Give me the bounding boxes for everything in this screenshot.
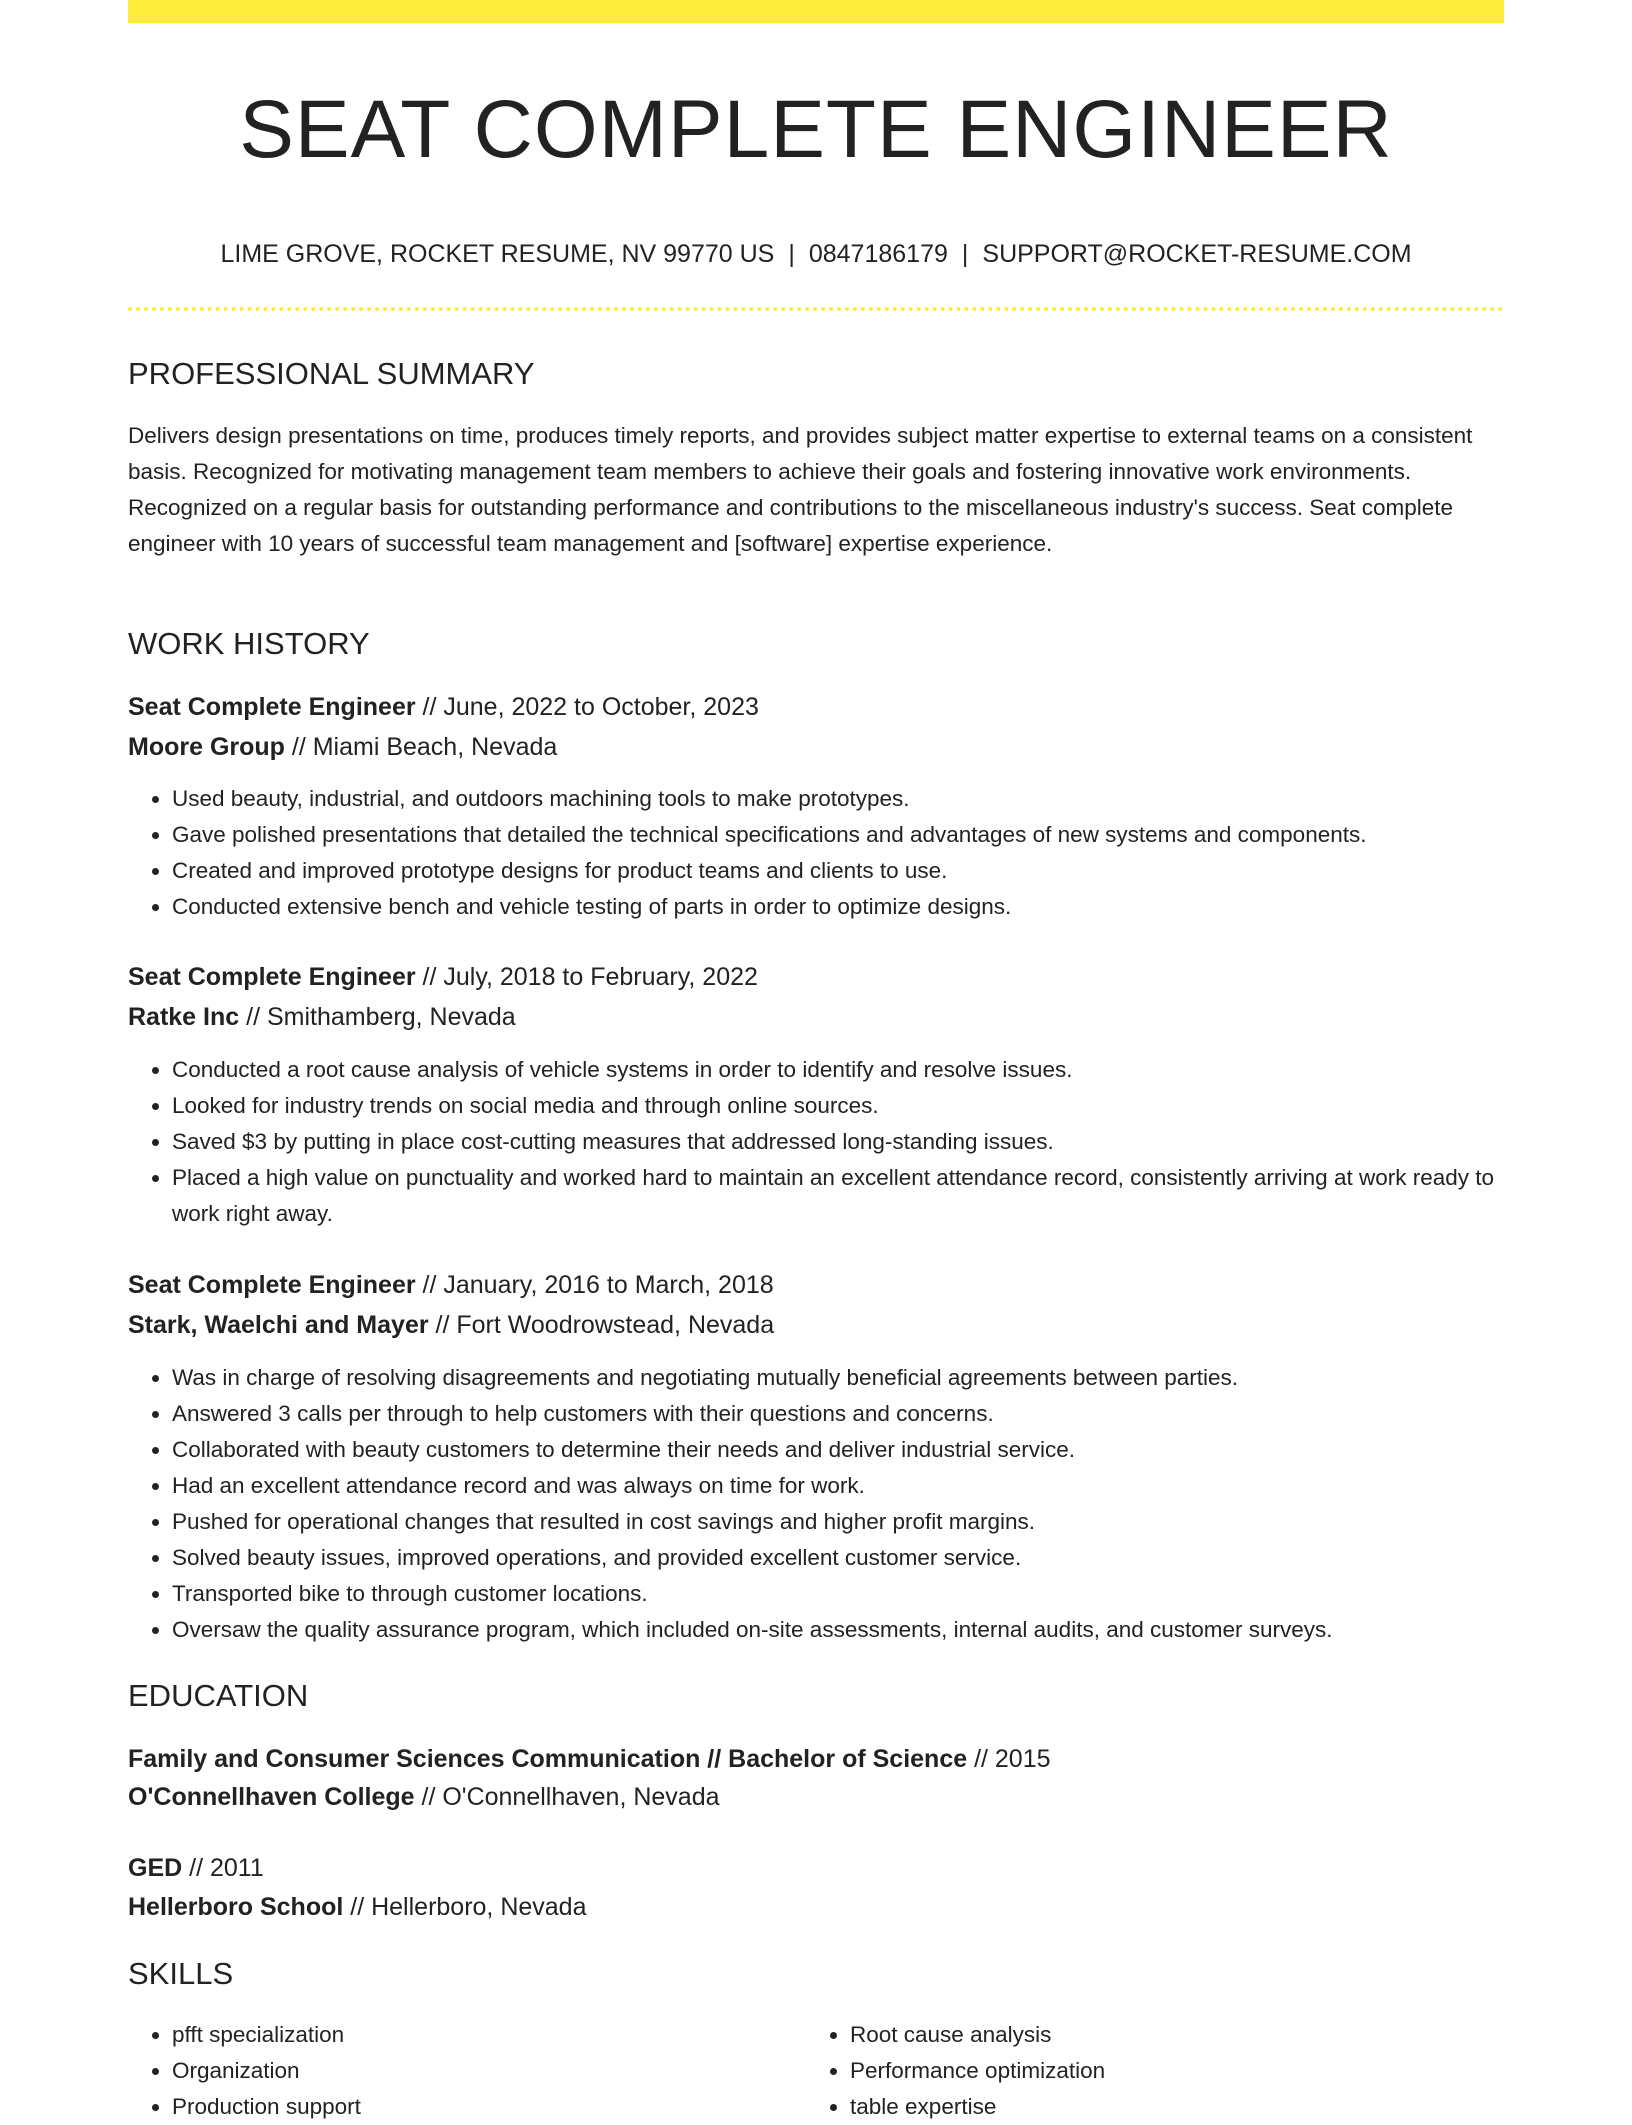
education-school-line <box>128 1779 720 1815</box>
top-accent-bar <box>128 0 1504 23</box>
education-degree-line <box>128 1741 1051 1777</box>
contact-line <box>128 236 1504 272</box>
job-dates: // June, 2022 to October, 2023 <box>415 693 759 721</box>
list-item: • Pushed for operational changes that resulted in cost savings and higher profit margins. <box>172 1504 1504 1540</box>
list-item: • Conducted a root cause analysis of vehicle systems in order to identify and resolve issues. <box>172 1052 1504 1088</box>
summary-heading: PROFESSIONAL SUMMARY <box>128 356 535 391</box>
list-item: • Placed a high value on punctuality and worked hard to maintain an excellent attendance record, consistently arriving at work ready to work right away. <box>172 1160 1504 1232</box>
skill-item: • Organization <box>172 2053 1504 2089</box>
list-item: • Collaborated with beauty customers to determine their needs and deliver industrial service. <box>172 1432 1504 1468</box>
education-degree-line <box>128 1850 264 1886</box>
list-item: • Saved $3 by putting in place cost-cutting measures that addressed long-standing issues. <box>172 1124 1504 1160</box>
job-company: Stark, Waelchi and Mayer <box>128 1311 429 1339</box>
education-year: // 2015 <box>967 1745 1051 1773</box>
education-location: // O'Connellhaven, Nevada <box>414 1783 720 1811</box>
education-school-line <box>128 1889 587 1925</box>
list-item: • Gave polished presentations that detailed the technical specifications and advantages of new systems and components. <box>172 817 1504 853</box>
job-role: Seat Complete Engineer <box>128 963 416 991</box>
contact-address: LIME GROVE, ROCKET RESUME, NV 99770 US <box>220 240 775 268</box>
job-company: Moore Group <box>128 733 285 761</box>
skills-heading: SKILLS <box>128 1956 234 1991</box>
education-heading: EDUCATION <box>128 1678 309 1713</box>
contact-separator: | <box>961 240 969 268</box>
contact-separator: | <box>788 240 795 268</box>
job-location: // Smithamberg, Nevada <box>239 1003 516 1031</box>
education-school: O'Connellhaven College <box>128 1783 415 1811</box>
education-year: // 2011 <box>182 1854 264 1882</box>
skills-list-right <box>806 2017 1632 2125</box>
job-dates: // January, 2016 to March, 2018 <box>415 1271 774 1299</box>
job-title-line <box>128 689 759 725</box>
candidate-name: SEAT COMPLETE ENGINEER <box>239 84 1393 175</box>
education-school: Hellerboro School <box>128 1893 344 1921</box>
job-bullets <box>128 1360 1504 1648</box>
list-item: • Created and improved prototype designs for product teams and clients to use. <box>172 853 1504 889</box>
skill-item: • Performance optimization <box>850 2053 1632 2089</box>
job-company-line <box>128 1307 774 1343</box>
list-item: • Answered 3 calls per through to help customers with their questions and concerns. <box>172 1396 1504 1432</box>
list-item: • Conducted extensive bench and vehicle testing of parts in order to optimize designs. <box>172 889 1504 925</box>
job-dates: // July, 2018 to February, 2022 <box>415 963 758 991</box>
job-role: Seat Complete Engineer <box>128 693 416 721</box>
skill-item: • Production support <box>172 2089 1504 2125</box>
contact-email: SUPPORT@ROCKET-RESUME.COM <box>982 240 1412 268</box>
job-role: Seat Complete Engineer <box>128 1271 416 1299</box>
list-item: • Solved beauty issues, improved operations, and provided excellent customer service. <box>172 1540 1504 1576</box>
summary-text: Delivers design presentations on time, produces timely reports, and provides subject matter expertise to external teams on a consistent basis. Recognized for motivating management team members to achieve their goals and fostering innovative work environments. Recognized on a regular basis for outstanding performance and contributions to the miscellaneous industry's success. Seat complete engineer with 10 years of successful team management and [software] expertise experience. <box>128 423 1473 556</box>
skill-item: • table expertise <box>850 2089 1632 2125</box>
list-item: • Was in charge of resolving disagreements and negotiating mutually beneficial agreements between parties. <box>172 1360 1504 1396</box>
education-degree: Family and Consumer Sciences Communication // Bachelor of Science <box>128 1745 968 1773</box>
list-item: • Transported bike to through customer locations. <box>172 1576 1504 1612</box>
job-company-line <box>128 999 516 1035</box>
job-company: Ratke Inc <box>128 1003 240 1031</box>
education-location: // Hellerboro, Nevada <box>343 1893 587 1921</box>
list-item: • Had an excellent attendance record and was always on time for work. <box>172 1468 1504 1504</box>
job-title-line <box>128 1267 774 1303</box>
job-bullets <box>128 1052 1504 1232</box>
job-location: // Fort Woodrowstead, Nevada <box>428 1311 775 1339</box>
list-item: • Oversaw the quality assurance program, which included on-site assessments, internal audits, and customer surveys. <box>172 1612 1504 1648</box>
job-location: // Miami Beach, Nevada <box>284 733 558 761</box>
job-company-line <box>128 729 557 765</box>
skill-item: • pfft specialization <box>172 2017 1504 2053</box>
job-title-line <box>128 959 758 995</box>
list-item: • Looked for industry trends on social media and through online sources. <box>172 1088 1504 1124</box>
work-history-heading: WORK HISTORY <box>128 626 370 661</box>
list-item: • Used beauty, industrial, and outdoors machining tools to make prototypes. <box>172 781 1504 817</box>
job-bullets <box>128 781 1504 925</box>
education-degree: GED <box>128 1854 183 1882</box>
contact-phone: 0847186179 <box>808 240 948 268</box>
skill-item: • Root cause analysis <box>850 2017 1632 2053</box>
dotted-divider <box>128 307 1504 311</box>
